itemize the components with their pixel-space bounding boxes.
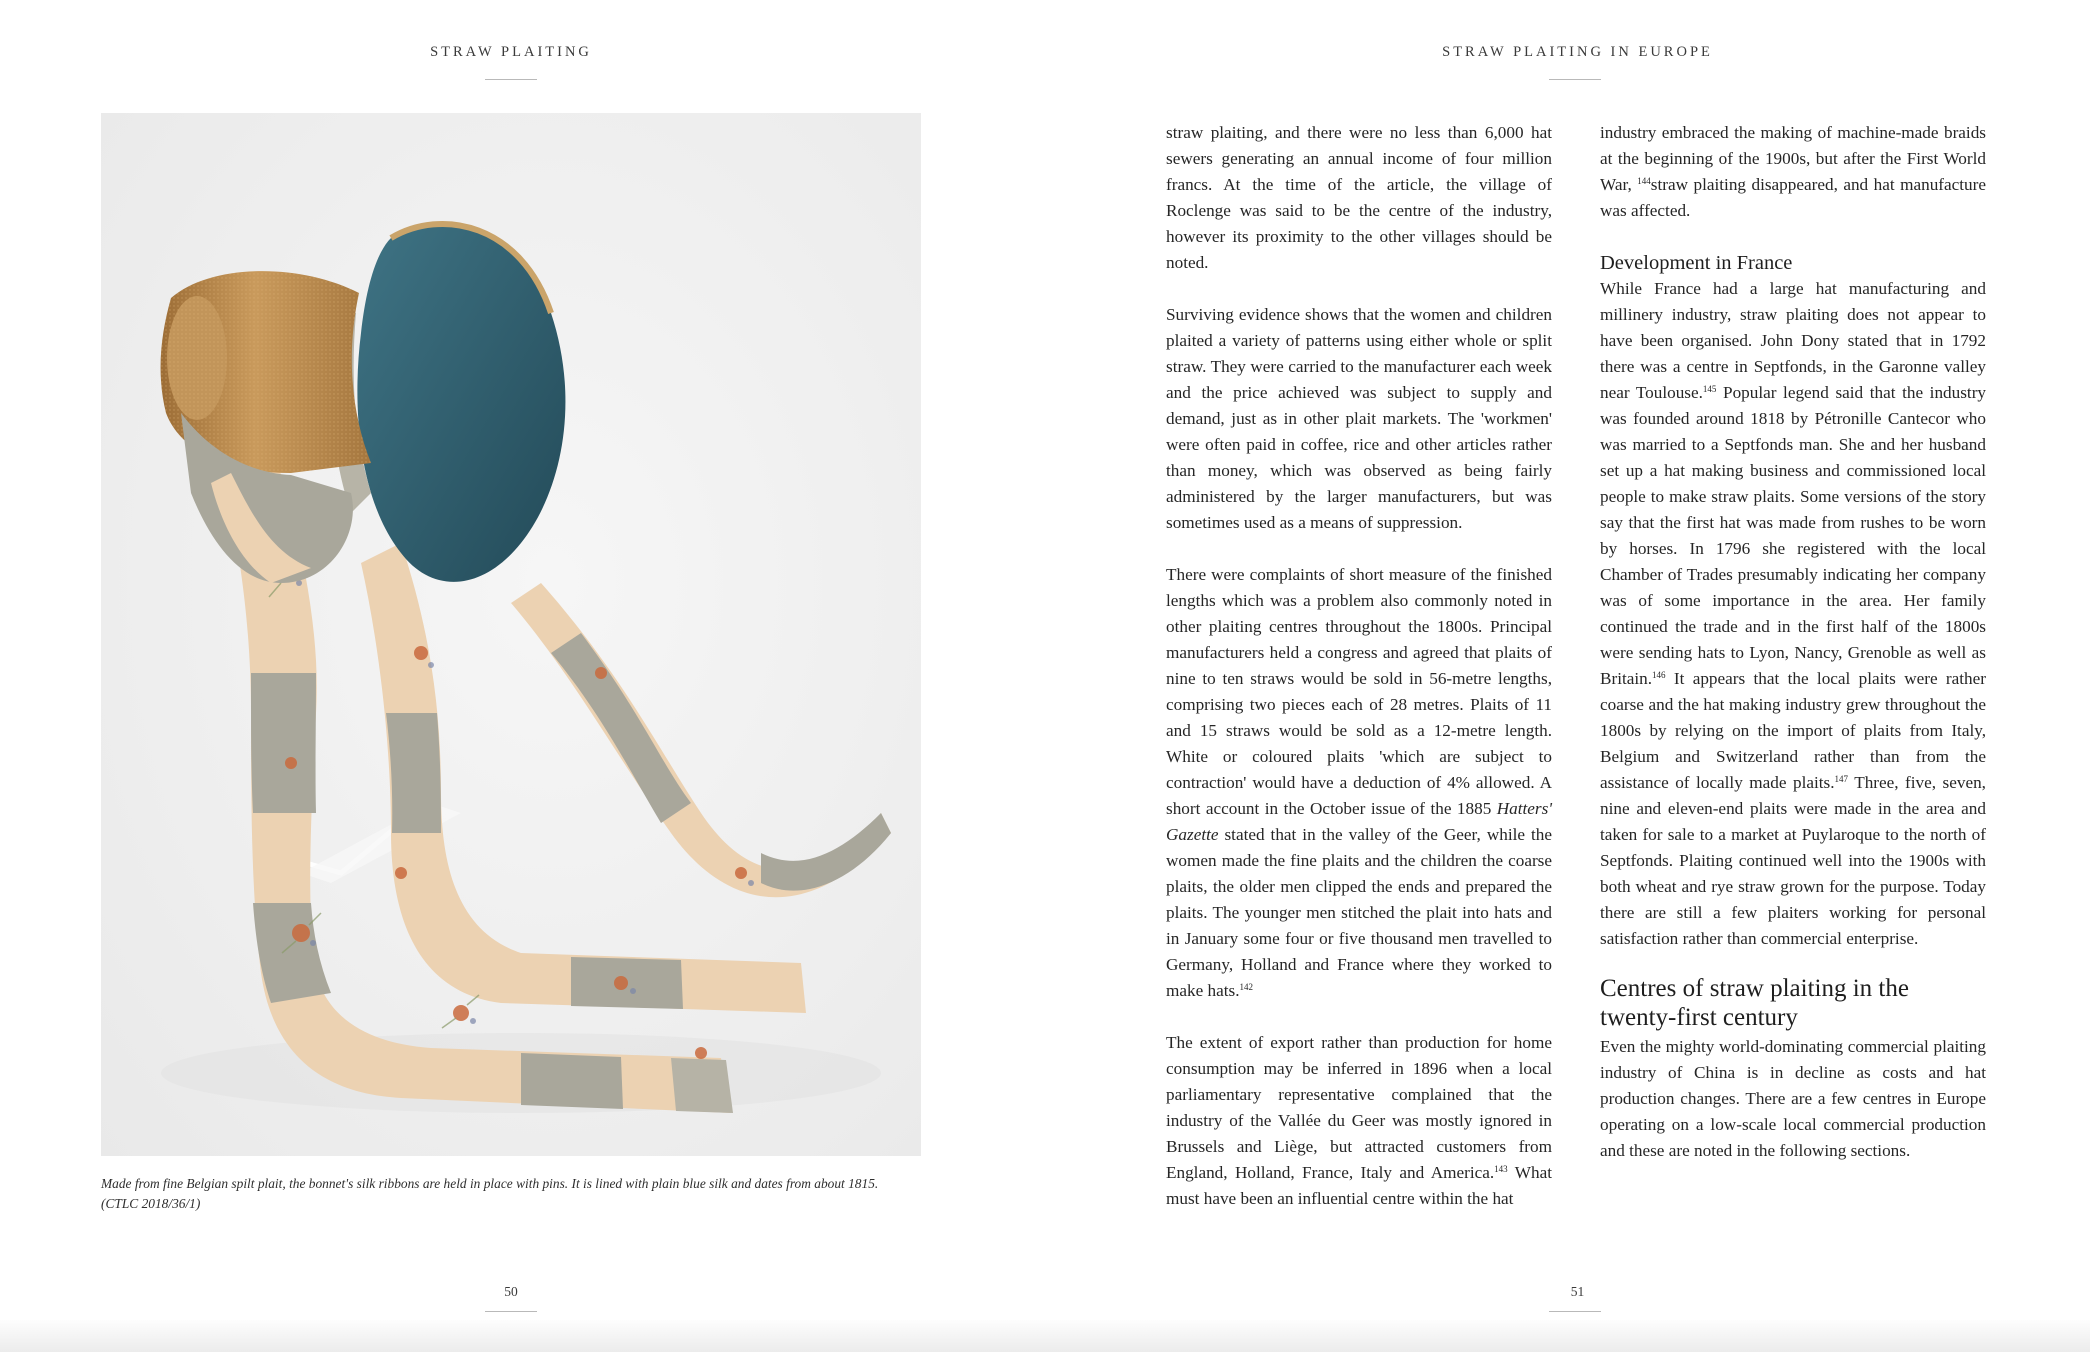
paragraph <box>1600 276 1986 952</box>
folio-rule-right <box>1549 1311 1601 1312</box>
footnote-ref: 144 <box>1637 176 1651 186</box>
right-page <box>1045 0 2090 1320</box>
bonnet-illustration <box>101 113 921 1156</box>
paragraph-text: There were complaints of short measure of the finished lengths which was a problem also commonly noted in other plaiting centres throughout the 1800s. Principal manufacturers held a congress and agreed that plaits of nine to ten straws would be sold in 56-metre lengths, comprising two pieces each of 28 metres. Plaits of 11 and 15 straws would be sold as a 12-metre length. White or coloured plaits 'which are subject to contraction' would have a deduction of 4% allowed. A short account in the October issue of the 1885 <box>1166 565 1552 818</box>
running-head-left: STRAW PLAITING <box>430 44 592 60</box>
text-column-left <box>1166 120 1552 1212</box>
text-column-right <box>1600 120 1986 1164</box>
footnote-ref: 142 <box>1239 982 1254 992</box>
running-head-right: STRAW PLAITING IN EUROPE <box>1442 44 1713 60</box>
footnote-ref: 146 <box>1652 670 1666 680</box>
paragraph-text: Three, five, seven, nine and eleven-end plaits were made in the area and taken for sale to a market at Puylaroque to the north of Septfonds. Plaiting continued well into the 1900s with both wheat and rye straw grown for the purpose. Today there are still a few plaiters working for personal satisfaction rather than commercial enterprise. <box>1600 773 1986 948</box>
paragraph-text: What must have been an influential centre within the hat <box>1166 1163 1552 1208</box>
paragraph: Even the mighty world-dominating commercial plaiting industry of China is in decline as costs and hat production changes. There are a few centres in Europe operating on a low-scale local commercial production and these are noted in the following sections. <box>1600 1037 1986 1160</box>
bonnet-photograph <box>101 113 921 1156</box>
caption-reference: (CTLC 2018/36/1) <box>101 1196 201 1211</box>
photo-caption <box>101 1174 901 1214</box>
page-number-right: 51 <box>1570 1284 1585 1299</box>
paragraph-text: The extent of export rather than production for home consumption may be inferred in 1896 when a local parliamentary representative complained that the industry of the Vallée du Geer was mostly ignored in Brussels and Liège, but attracted customers from England, Holland, France, Italy and America. <box>1166 1033 1552 1182</box>
paragraph-text: industry embraced the making of machine-made braids at the beginning of the 1900s, but after the First World War, <box>1600 123 1986 194</box>
paragraph <box>1166 1030 1552 1212</box>
footnote-ref: 147 <box>1834 774 1849 784</box>
paragraph-text: It appears that the local plaits were rather coarse and the hat making industry grew throughout the 1800s by relying on the import of plaits from Italy, Belgium and Switzerland rather than from the assistance of locally made plaits. <box>1600 669 1986 792</box>
caption-text: Made from fine Belgian spilt plait, the bonnet's silk ribbons are held in place with pins. It is lined with plain blue silk and dates from about 1815. <box>101 1176 879 1191</box>
paragraph <box>1166 562 1552 1004</box>
folio-rule-left <box>485 1311 537 1312</box>
publication-title: Hatters' Gazette <box>1166 799 1552 844</box>
running-head-rule-right <box>1549 79 1601 80</box>
section-heading-centres: Centres of straw plaiting in the twenty-first century <box>1600 975 1909 1031</box>
paragraph-text: straw plaiting disappeared, and hat manufacture was affected. <box>1600 175 1986 220</box>
page-number-left: 50 <box>504 1284 518 1299</box>
paragraph-text: Popular legend said that the industry was founded around 1818 by Pétronille Cantecor who was married to a Septfonds man. She and her husband set up a hat making business and commissioned local people to make straw plaits. Some versions of the story say that the first hat was made from rushes to be worn by horses. In 1796 she registered with the local Chamber of Trades presumably indicating her company was of some importance in the area. Her family continued the trade and in the first half of the 1800s were sending hats to Lyon, Nancy, Grenoble as well as Britain. <box>1600 383 1987 688</box>
paragraph: Surviving evidence shows that the women and children plaited a variety of patterns using either whole or split straw. They were carried to the manufacturer each week and the price achieved was subject to supply and demand, just as in other plait markets. The 'workmen' were often paid in coffee, rice and other articles rather than money, which was observed as being fairly administered by the larger manufacturers, but was sometimes used as a means of suppression. <box>1166 305 1552 532</box>
paragraph: straw plaiting, and there were no less than 6,000 hat sewers generating an annual income of four million francs. At the time of the article, the village of Roclenge was said to be the centre of the industry, however its proximity to the other villages should be noted. <box>1166 123 1552 272</box>
paragraph <box>1600 120 1986 224</box>
footnote-ref: 143 <box>1494 1164 1508 1174</box>
left-page <box>0 0 1045 1320</box>
paragraph-text: While France had a large hat manufacturing and millinery industry, straw plaiting does not appear to have been organised. John Dony stated that in 1792 there was a centre in Septfonds, in the Garonne valley near Toulouse. <box>1600 279 1986 402</box>
running-head-rule-left <box>485 79 537 80</box>
spread-bottom-edge <box>0 1320 2090 1352</box>
paragraph-text: stated that in the valley of the Geer, while the women made the fine plaits and the children the coarse plaits, the older men clipped the ends and prepared the plaits. The younger men stitched the plait into hats and in January some four or five thousand men travelled to Germany, Holland and France where they worked to make hats. <box>1166 825 1552 1000</box>
section-heading-france: Development in France <box>1600 252 1793 274</box>
footnote-ref: 145 <box>1702 384 1717 394</box>
